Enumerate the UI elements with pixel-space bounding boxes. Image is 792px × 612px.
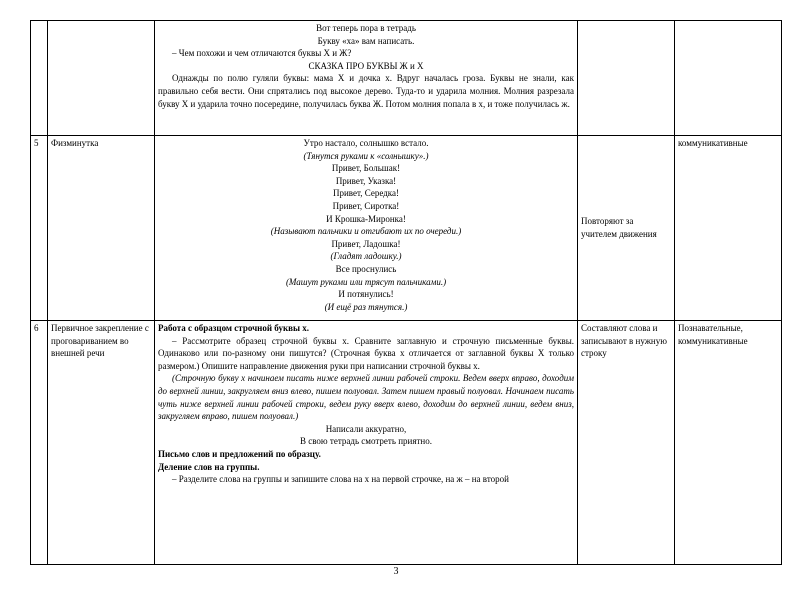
tale-title: СКАЗКА ПРО БУКВЫ Ж и Х [308, 60, 424, 71]
content-cell [155, 136, 578, 321]
row-number-cell: 5 [31, 136, 48, 321]
lesson-plan-table [30, 20, 782, 565]
explanation-text: (Строчную букву х начинаем писать ниже верхней линии рабочей строки. Ведем вверх вправо, доходим до верхней линии, закругляем вниз влево, пишем полуовал. Затем пишем правый полуовал. Начинаем писать чуть ниже верхней линии рабочей строки, ведем руку вверх влево, доходим до верхней линии, ведем вниз, закругляем вправо, пишем полуовал.) [158, 373, 574, 422]
poem-line: Написали аккуратно, [325, 423, 407, 434]
text-line: (И ещё раз тянутся.) [324, 301, 408, 312]
tale-text: Однажды по полю гуляли буквы: мама Х и дочка х. Вдруг началась гроза. Буквы не знали, как правильно себя вести. Они спрятались под высокое дерево. Туда-то и ударила молния. Молния разрезала букву Х и ударила точно посередине, получилась буква Ж. Потом молния попала в х, и тоже получилась ж. [158, 73, 574, 109]
uud-cell: коммуникативные [675, 136, 782, 321]
text-line: Привет, Большак! [331, 163, 401, 174]
text-line: Все проснулись [335, 263, 397, 274]
section-title: Деление слов на группы. [158, 461, 260, 472]
text-line: (Называют пальчики и отгибают их по очереди.) [270, 226, 462, 237]
text-line: И потянулись! [338, 289, 394, 300]
text-line: Привет, Середка! [332, 188, 400, 199]
uud-cell [675, 21, 782, 136]
row-number-cell: 6 [31, 321, 48, 565]
text-line: Привет, Указка! [335, 175, 397, 186]
text-line: И Крошка-Миронка! [326, 213, 406, 224]
content-cell [155, 321, 578, 565]
uud-cell: Познавательные, коммуникативные [675, 321, 782, 565]
poem-line: Вот теперь пора в тетрадь [316, 23, 416, 33]
poem-line: Букву «ха» вам написать. [317, 35, 415, 46]
text-line: (Гладят ладошку.) [330, 251, 402, 262]
text-line: Привет, Ладошка! [331, 238, 401, 249]
stage-cell: Физминутка [48, 136, 155, 321]
section-title: Письмо слов и предложений по образцу. [158, 448, 321, 459]
page-number: 3 [393, 566, 399, 577]
row-number-cell [31, 21, 48, 136]
stage-cell [48, 21, 155, 136]
task-text: – Рассмотрите образец строчной буквы х. Сравните заглавную и строчную письменные буквы. Одинаково или по-разному они пишутся? (Строчная буква х отличается от заглавной буквы Х только размером.) Опишите направление движения руки при написании строчной буквы х. [158, 335, 574, 371]
text-line: (Машут руками или трясут пальчиками.) [285, 276, 447, 287]
text-line: (Тянутся руками к «солнышку».) [303, 150, 429, 161]
question-line: – Чем похожи и чем отличаются буквы Х и Ж? [172, 48, 352, 59]
stage-cell: Первичное закрепление с проговариванием во внешней речи [48, 321, 155, 565]
content-cell [155, 21, 578, 136]
student-activity-cell: Составляют слова и записывают в нужную строку [578, 321, 675, 565]
student-activity-cell [578, 21, 675, 136]
task-text: – Разделите слова на группы и запишите слова на х на первой строчке, на ж – на второй [172, 474, 509, 485]
section-title: Работа с образцом строчной буквы х. [158, 323, 310, 333]
poem-line: В свою тетрадь смотреть приятно. [300, 436, 432, 447]
student-activity-cell: Повторяют за учителем движения [578, 136, 675, 321]
text-line: Привет, Сиротка! [332, 200, 400, 211]
table-row [31, 136, 782, 321]
text-line: Утро настало, солнышко встало. [303, 138, 429, 148]
table-row [31, 321, 782, 565]
table-row [31, 21, 782, 136]
